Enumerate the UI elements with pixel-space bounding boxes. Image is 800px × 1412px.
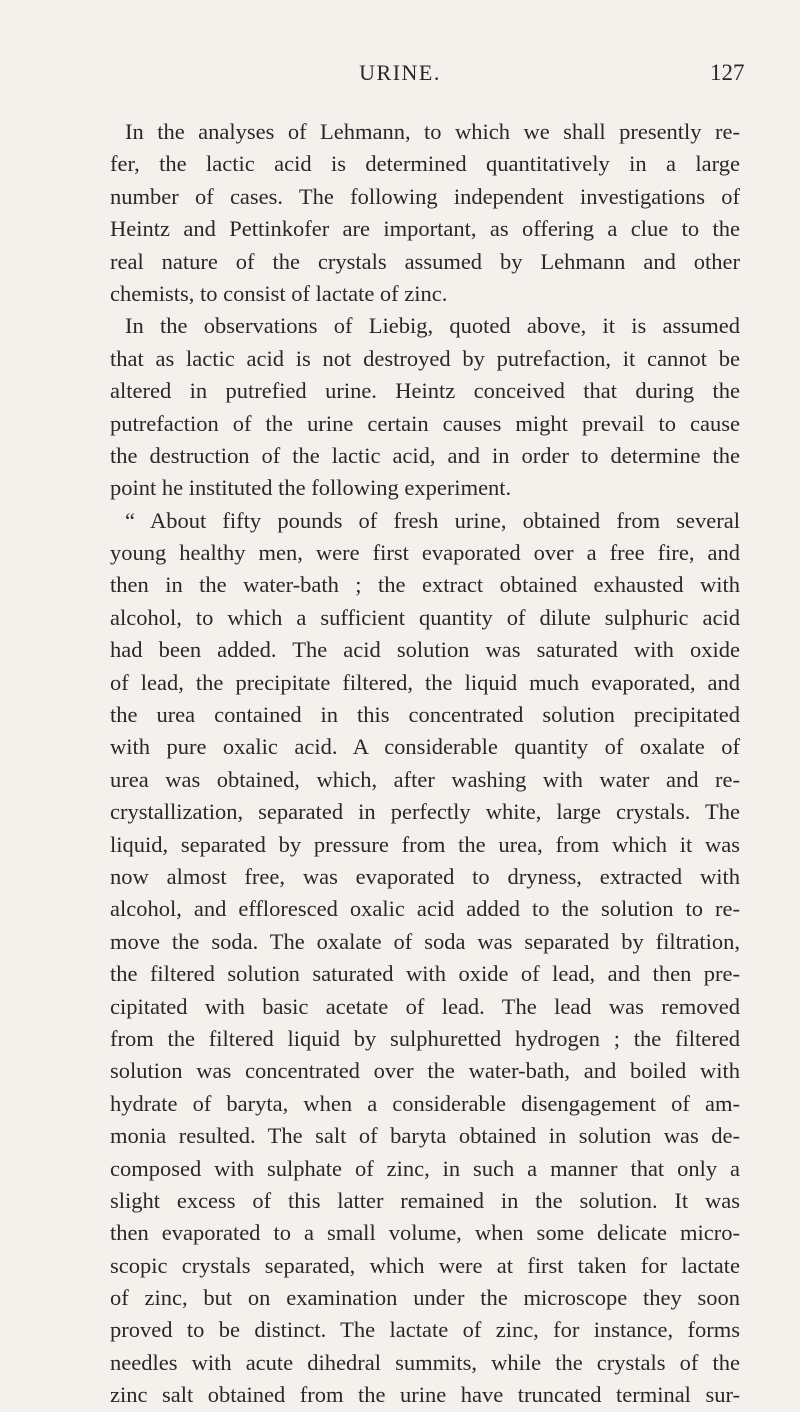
- text-line: putrefaction of the urine certain causes might prevail to cause: [110, 410, 740, 436]
- text-line: the urea contained in this concentrated solution precipitated: [110, 702, 740, 728]
- text-line: In the observations of Liebig, quoted above, it is assumed: [125, 313, 740, 339]
- text-line: from the filtered liquid by sulphuretted hydrogen ; the filtered: [110, 1025, 740, 1051]
- text-line: alcohol, to which a sufficient quantity of dilute sulphuric acid: [110, 604, 740, 630]
- text-line: alcohol, and effloresced oxalic acid added to the solution to re-: [110, 896, 740, 922]
- text-line: In the analyses of Lehmann, to which we shall presently re-: [125, 119, 740, 144]
- text-line: solution was concentrated over the water-bath, and boiled with: [110, 1058, 740, 1084]
- text-line: crystallization, separated in perfectly white, large crystals. The: [110, 799, 740, 825]
- text-line: then in the water-bath ; the extract obtained exhausted with: [110, 572, 740, 598]
- text-line: now almost free, was evaporated to dryness, extracted with: [110, 863, 740, 889]
- text-line: zinc salt obtained from the urine have truncated terminal sur-: [110, 1382, 740, 1408]
- text-line: of zinc, but on examination under the microscope they soon: [110, 1285, 740, 1311]
- text-line: had been added. The acid solution was saturated with oxide: [110, 637, 740, 663]
- text-line: liquid, separated by pressure from the urea, from which it was: [110, 831, 740, 857]
- text-line: altered in putrefied urine. Heintz conceived that during the: [110, 378, 740, 404]
- text-line: that as lactic acid is not destroyed by putrefaction, it cannot be: [110, 345, 740, 371]
- text-line: hydrate of baryta, when a considerable disengagement of am-: [110, 1090, 740, 1116]
- text-line: slight excess of this latter remained in the solution. It was: [110, 1187, 740, 1213]
- body-text: [110, 116, 740, 1412]
- text-line: monia resulted. The salt of baryta obtained in solution was de-: [110, 1123, 740, 1149]
- page-number: 127: [710, 60, 745, 85]
- text-line: with pure oxalic acid. A considerable quantity of oxalate of: [110, 734, 740, 760]
- text-line: scopic crystals separated, which were at first taken for lactate: [110, 1252, 740, 1278]
- text-line: cipitated with basic acetate of lead. The lead was removed: [110, 993, 740, 1019]
- running-title: URINE.: [359, 60, 441, 85]
- text-line: point he instituted the following experiment.: [110, 475, 512, 501]
- text-line: fer, the lactic acid is determined quantitatively in a large: [110, 151, 740, 177]
- text-line: Heintz and Pettinkofer are important, as offering a clue to the: [110, 216, 740, 242]
- text-line: the filtered solution saturated with oxide of lead, and then pre-: [110, 961, 740, 987]
- text-line: composed with sulphate of zinc, in such a manner that only a: [110, 1155, 740, 1181]
- text-line: proved to be distinct. The lactate of zinc, for instance, forms: [110, 1317, 740, 1343]
- text-line: number of cases. The following independent investigations of: [110, 183, 740, 209]
- text-line: “ About fifty pounds of fresh urine, obtained from several: [125, 507, 740, 533]
- text-line: chemists, to consist of lactate of zinc.: [110, 280, 448, 306]
- text-line: real nature of the crystals assumed by Lehmann and other: [110, 248, 740, 274]
- text-line: then evaporated to a small volume, when some delicate micro-: [110, 1220, 740, 1246]
- text-line: young healthy men, were first evaporated over a free fire, and: [110, 540, 740, 566]
- page-header: [0, 60, 800, 90]
- text-line: of lead, the precipitate filtered, the liquid much evaporated, and: [110, 669, 740, 695]
- text-line: urea was obtained, which, after washing with water and re-: [110, 766, 740, 792]
- text-line: the destruction of the lactic acid, and in order to determine the: [110, 442, 740, 468]
- text-line: needles with acute dihedral summits, while the crystals of the: [110, 1349, 740, 1375]
- text-line: move the soda. The oxalate of soda was separated by filtration,: [110, 928, 740, 954]
